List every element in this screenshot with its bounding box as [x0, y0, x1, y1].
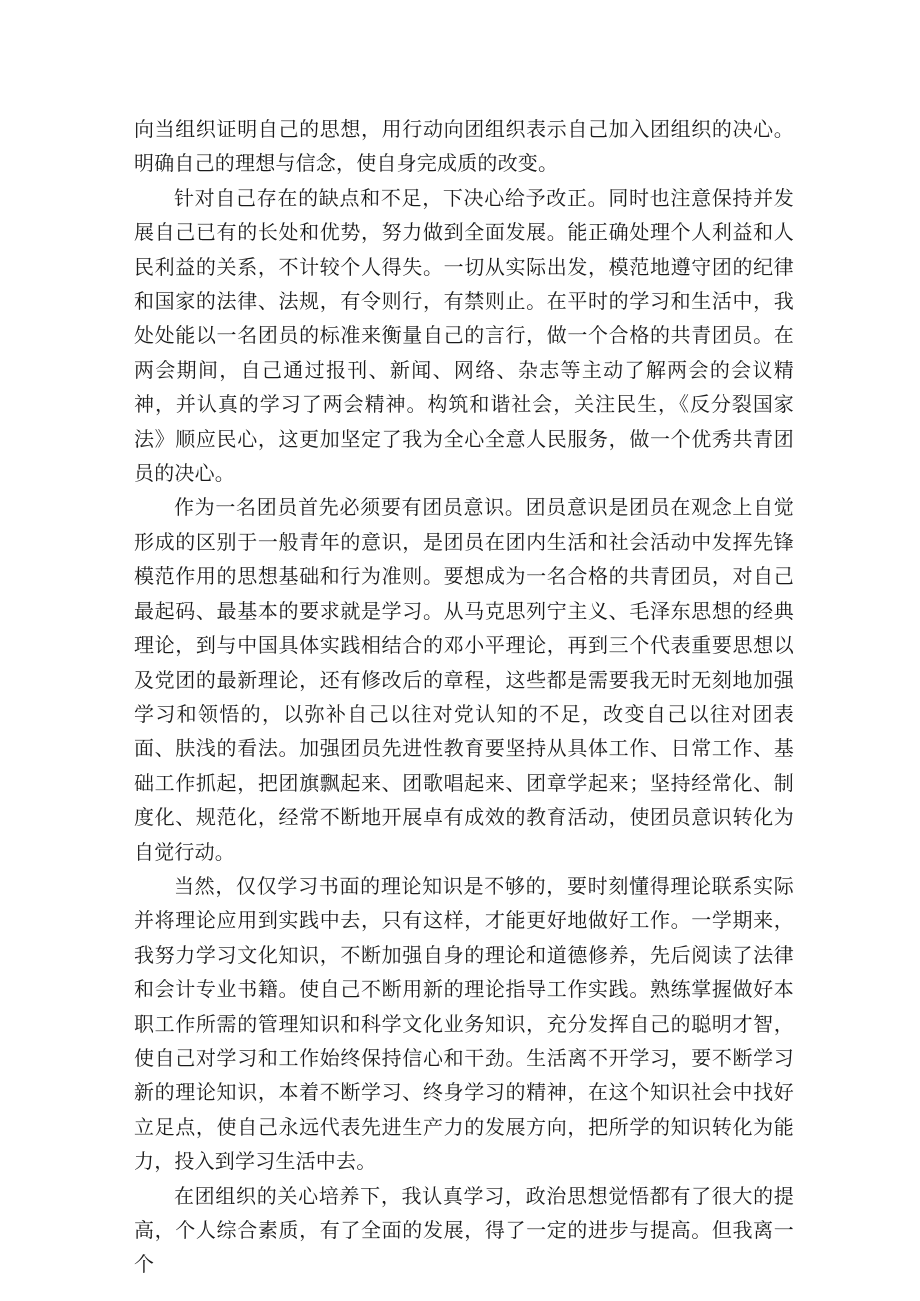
paragraph-theory-practice: 当然，仅仅学习书面的理论知识是不够的，要时刻懂得理论联系实际并将理论应用到实践中去，只有这样，才能更好地做好工作。一学期来，我努力学习文化知识，不断加强自身的理论和道德修养，先后阅读了法律和会计专业书籍。使自己不断用新的理论指导工作实践。熟练掌握做好本职工作所需的管理知识和科学文化业务知识，充分发挥自己的聪明才智，使自己对学习和工作始终保持信心和干劲。生活离不开学习，要不断学习新的理论知识，本着不断学习、终身学习的精神，在这个知识社会中找好立足点，使自己永远代表先进生产力的发展方向，把所学的知识转化为能力，投入到学习生活中去。 — [134, 873, 794, 1174]
paragraph-self-improvement: 针对自己存在的缺点和不足，下决心给予改正。同时也注意保持并发展自己已有的长处和优势，努力做到全面发展。能正确处理个人利益和人民利益的关系，不计较个人得失。一切从实际出发，模范地遵守团的纪律和国家的法律、法规，有令则行，有禁则止。在平时的学习和生活中，我处处能以一名团员的标准来衡量自己的言行，做一个合格的共青团员。在两会期间，自己通过报刊、新闻、网络、杂志等主动了解两会的会议精神，并认真的学习了两会精神。构筑和谐社会，关注民生，《反分裂国家法》顺应民心，这更加坚定了我为全心全意人民服务，做一个优秀共青团员的决心。 — [134, 185, 794, 486]
paragraph-continued: 向当组织证明自己的思想，用行动向团组织表示自己加入团组织的决心。明确自己的理想与信念，使自身完成质的改变。 — [134, 117, 794, 176]
paragraph-progress: 在团组织的关心培养下，我认真学习，政治思想觉悟都有了很大的提高，个人综合素质，有了全面的发展，得了一定的进步与提高。但我离一个 — [134, 1183, 794, 1277]
document-body — [134, 112, 794, 1282]
paragraph-member-awareness: 作为一名团员首先必须要有团员意识。团员意识是团员在观念上自觉形成的区别于一般青年的意识，是团员在团内生活和社会活动中发挥先锋模范作用的思想基础和行为准则。要想成为一名合格的共青团员，对自己最起码、最基本的要求就是学习。从马克思列宁主义、毛泽东思想的经典理论，到与中国具体实践相结合的邓小平理论，再到三个代表重要思想以及党团的最新理论，还有修改后的章程，这些都是需要我无时无刻地加强学习和领悟的，以弥补自己以往对党认知的不足，改变自己以往对团表面、肤浅的看法。加强团员先进性教育要坚持从具体工作、日常工作、基础工作抓起，把团旗飘起来、团歌唱起来、团章学起来；坚持经常化、制度化、规范化，经常不断地开展卓有成效的教育活动，使团员意识转化为自觉行动。 — [134, 495, 794, 864]
